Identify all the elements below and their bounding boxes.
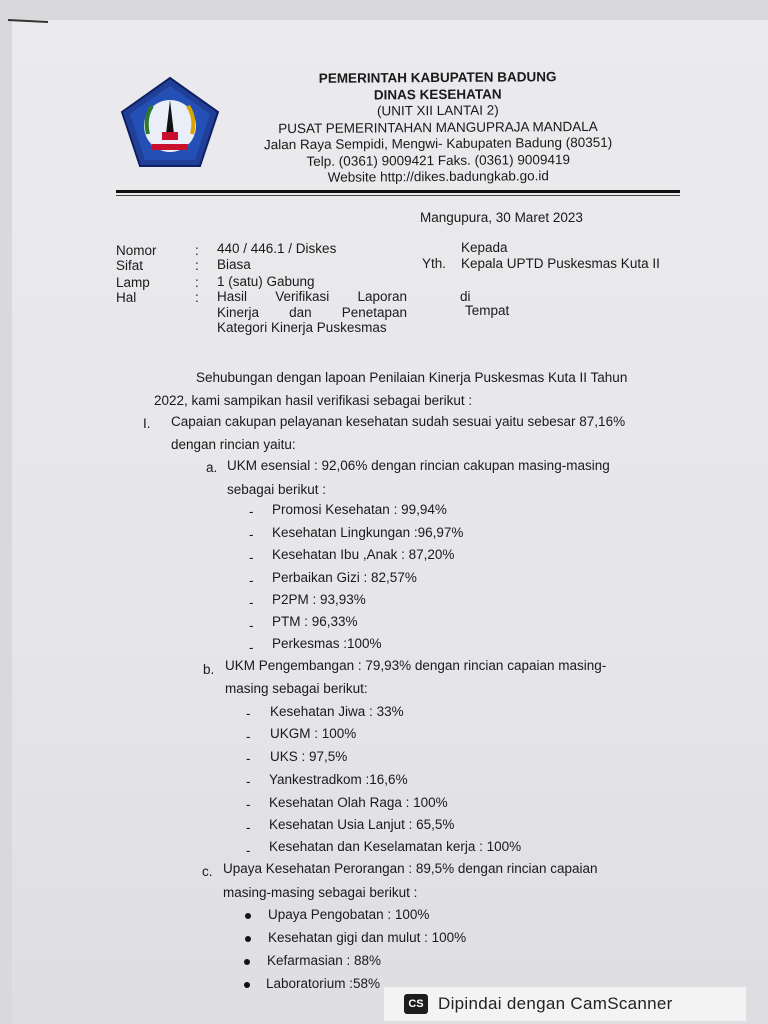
list-item: Upaya Pengobatan : 100% <box>268 907 430 922</box>
list-bullet <box>245 913 251 919</box>
list-dash: - <box>249 618 254 633</box>
list-dash: - <box>249 595 254 610</box>
list-dash: - <box>246 706 251 721</box>
sifat-colon: : <box>195 258 199 273</box>
hal-value-line1 <box>217 289 407 304</box>
lamp-colon: : <box>195 275 199 290</box>
list-item: Yankestradkom :16,6% <box>269 772 408 787</box>
letterhead-address: Jalan Raya Sempidi, Mengwi- Kabupaten Badung (80351) <box>263 134 613 153</box>
list-dash: - <box>246 729 251 744</box>
list-dash: - <box>246 751 251 766</box>
letterhead-phone: Telp. (0361) 9009421 Faks. (0361) 9009419 <box>306 151 570 169</box>
nomor-value: 440 / 446.1 / Diskes <box>217 241 337 256</box>
list-item: Perkesmas :100% <box>272 636 382 651</box>
section1-line1: Capaian cakupan pelayanan kesehatan sudah sesuai yaitu sebesar 87,16% <box>171 414 626 429</box>
list-dash: - <box>249 504 254 519</box>
letter-date: Mangupura, 30 Maret 2023 <box>420 210 583 225</box>
hal-word: Penetapan <box>341 305 407 320</box>
list-dash: - <box>246 774 251 789</box>
list-item: P2PM : 93,93% <box>272 592 366 607</box>
lamp-value: 1 (satu) Gabung <box>217 274 315 289</box>
list-item: Kesehatan dan Keselamatan kerja : 100% <box>269 839 522 854</box>
nomor-label: Nomor <box>116 243 157 258</box>
hal-word: Hasil <box>217 289 248 304</box>
letterhead-website: Website http://dikes.badungkab.go.id <box>327 168 549 185</box>
list-bullet <box>245 936 251 942</box>
letterhead <box>226 69 651 187</box>
list-bullet <box>244 959 250 965</box>
list-dash: - <box>249 573 254 588</box>
intro-line2: 2022, kami sampikan hasil verifikasi sebagai berikut : <box>154 393 473 408</box>
letterhead-rule-thin <box>116 195 680 196</box>
sub-c-marker: c. <box>202 864 213 879</box>
list-item: Promosi Kesehatan : 99,94% <box>272 502 447 517</box>
hal-label: Hal <box>116 290 137 305</box>
list-bullet <box>244 982 250 988</box>
recipient-place: Tempat <box>465 303 510 318</box>
intro-line1: Sehubungan dengan lapoan Penilaian Kinerja Puskesmas Kuta II Tahun <box>196 370 628 385</box>
lamp-label: Lamp <box>116 275 150 290</box>
list-dash: - <box>249 640 254 655</box>
hal-colon: : <box>195 290 199 305</box>
list-dash: - <box>246 843 251 858</box>
recipient-di: di <box>460 289 471 304</box>
sub-b-line2: masing sebagai berikut: <box>225 681 368 696</box>
sifat-value: Biasa <box>217 257 251 272</box>
hal-word: Verifikasi <box>275 289 330 304</box>
list-item: Kesehatan Jiwa : 33% <box>270 704 404 719</box>
list-dash: - <box>246 797 251 812</box>
list-item: Kesehatan Lingkungan :96,97% <box>272 525 464 540</box>
recipient-name: Kepala UPTD Puskesmas Kuta II <box>461 256 660 271</box>
sub-a-line1: UKM esensial : 92,06% dengan rincian cakupan masing-masing <box>227 458 610 473</box>
list-item: Kesehatan gigi dan mulut : 100% <box>268 930 467 945</box>
list-dash: - <box>249 527 254 542</box>
hal-word: Kinerja <box>217 305 260 320</box>
letterhead-agency: DINAS KESEHATAN <box>373 86 502 102</box>
recipient-yth: Yth. <box>422 256 447 271</box>
hal-word: Laporan <box>357 289 407 304</box>
section-numeral: I. <box>143 416 151 431</box>
list-item: Kesehatan Usia Lanjut : 65,5% <box>269 817 455 832</box>
sifat-label: Sifat <box>116 258 144 273</box>
list-item: Laboratorium :58% <box>266 976 381 991</box>
list-item: UKS : 97,5% <box>270 749 348 764</box>
letterhead-center: PUSAT PEMERINTAHAN MANGUPRAJA MANDALA <box>278 118 598 136</box>
section1-line2: dengan rincian yaitu: <box>171 437 296 452</box>
hal-value-line2 <box>217 305 407 320</box>
camscanner-watermark <box>384 987 746 1021</box>
letterhead-rule <box>116 190 680 193</box>
sub-a-marker: a. <box>206 460 218 475</box>
sub-c-line1: Upaya Kesehatan Perorangan : 89,5% dengan rincian capaian <box>223 861 598 876</box>
list-item: UKGM : 100% <box>270 726 357 741</box>
sub-a-line2: sebagai berikut : <box>227 482 327 497</box>
hal-word: dan <box>289 305 312 320</box>
camscanner-logo: CS <box>404 994 428 1014</box>
nomor-colon: : <box>195 243 199 258</box>
list-item: Kesehatan Olah Raga : 100% <box>269 795 448 810</box>
sub-b-line1: UKM Pengembangan : 79,93% dengan rincian capaian masing- <box>225 658 607 673</box>
list-dash: - <box>249 550 254 565</box>
list-item: Kesehatan Ibu ,Anak : 87,20% <box>272 547 455 562</box>
camscanner-text: Dipindai dengan CamScanner <box>438 994 673 1013</box>
recipient-kepada: Kepada <box>461 240 508 255</box>
list-item: Kefarmasian : 88% <box>267 953 382 968</box>
list-item: PTM : 96,33% <box>272 614 358 629</box>
list-item: Perbaikan Gizi : 82,57% <box>272 570 417 585</box>
hal-value-line3: Kategori Kinerja Puskesmas <box>217 320 387 335</box>
sub-c-line2: masing-masing sebagai berikut : <box>223 885 418 900</box>
badung-regency-logo <box>118 74 222 170</box>
letterhead-unit: (UNIT XII LANTAI 2) <box>376 102 499 119</box>
letterhead-government: PEMERINTAH KABUPATEN BADUNG <box>318 69 557 86</box>
list-dash: - <box>246 820 251 835</box>
sub-b-marker: b. <box>203 662 215 677</box>
